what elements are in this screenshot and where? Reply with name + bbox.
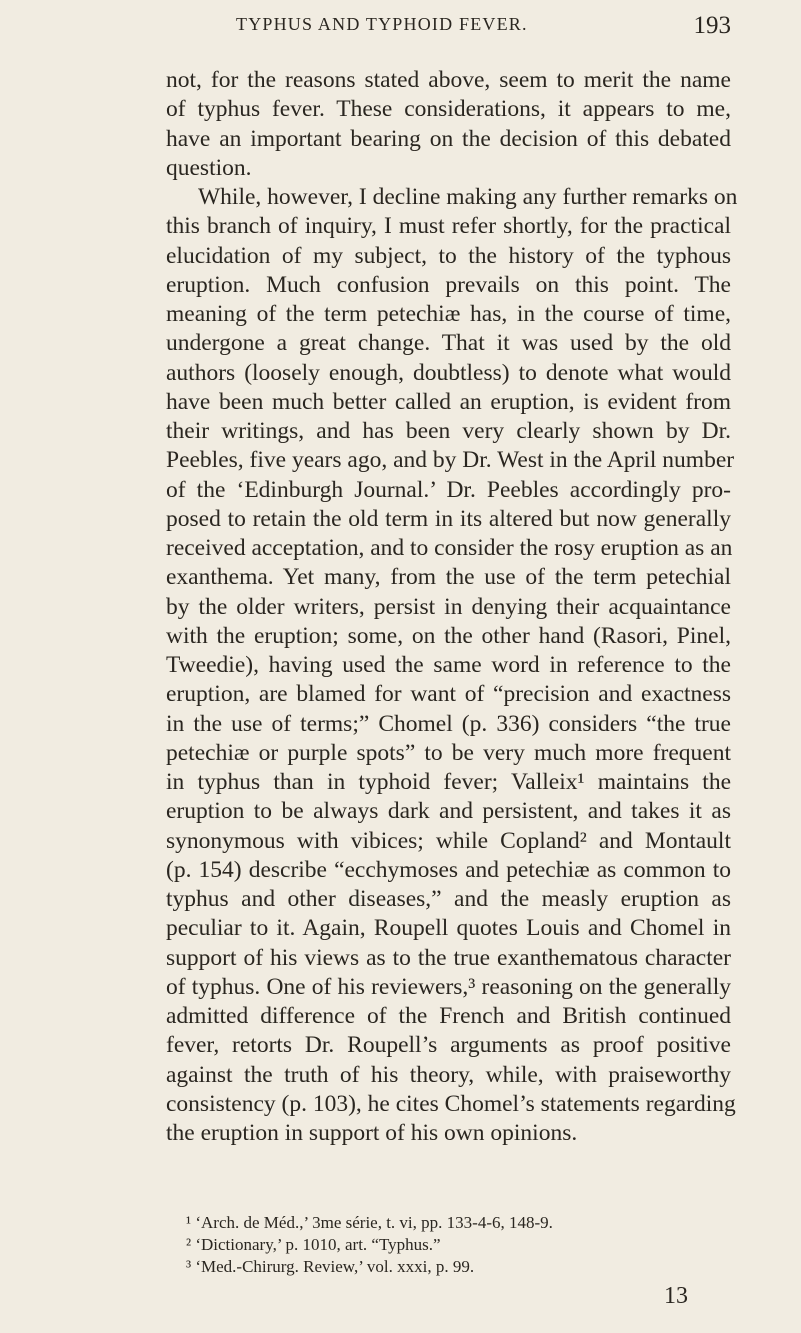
text-line: their writings, and has been very clearly shown by Dr.: [166, 418, 731, 444]
text-line: of typhus. One of his reviewers,³ reasoning on the generally: [166, 973, 731, 1000]
text-line: admitted difference of the French and British continued: [166, 1003, 731, 1029]
text-line: typhus and other diseases,” and the measly eruption as: [166, 886, 731, 912]
text-line: meaning of the term petechiæ has, in the course of time,: [166, 301, 731, 327]
text-line: Tweedie), having used the same word in reference to the: [166, 652, 731, 678]
text-line: petechiæ or purple spots” to be very much more frequent: [166, 739, 731, 766]
text-line: support of his views as to the true exanthematous character: [166, 944, 731, 971]
text-line: Peebles, five years ago, and by Dr. West in the April number: [166, 447, 735, 474]
page-header: [166, 12, 731, 42]
signature-mark: 13: [664, 1283, 688, 1309]
text-line: synonymous with vibices; while Copland² and Montault: [166, 827, 731, 854]
text-line: authors (loosely enough, doubtless) to denote what would: [166, 359, 731, 386]
text-line: consistency (p. 103), he cites Chomel’s statements regarding: [166, 1090, 736, 1117]
text-line: eruption. Much confusion prevails on this point. The: [166, 271, 731, 298]
text-line: the eruption in support of his own opinions.: [166, 1120, 578, 1146]
footnote: ³ ‘Med.-Chirurg. Review,’ vol. xxxi, p. 99.: [186, 1257, 475, 1276]
text-line: eruption, are blamed for want of “precision and exactness: [166, 681, 731, 708]
text-line: question.: [166, 154, 252, 181]
text-line: undergone a great change. That it was used by the old: [166, 330, 731, 357]
text-line: of typhus fever. These considerations, it appears to me,: [166, 96, 731, 123]
text-line: against the truth of his theory, while, with praiseworthy: [166, 1061, 731, 1088]
text-line: received acceptation, and to consider the rosy eruption as an: [166, 535, 733, 561]
text-line: eruption to be always dark and persistent, and takes it as: [166, 798, 731, 825]
text-line: not, for the reasons stated above, seem to merit the name: [166, 67, 731, 93]
text-line: (p. 154) describe “ecchymoses and petechiæ as common to: [166, 856, 731, 883]
text-line: with the eruption; some, on the other hand (Rasori, Pinel,: [166, 622, 731, 649]
text-line: peculiar to it. Again, Roupell quotes Louis and Chomel in: [166, 915, 731, 942]
text-line: elucidation of my subject, to the history of the typhous: [166, 242, 731, 269]
footnotes: [166, 1212, 731, 1278]
text-line: posed to retain the old term in its altered but now generally: [166, 505, 731, 532]
text-line: While, however, I decline making any further remarks on: [198, 184, 738, 210]
text-line: of the ‘Edinburgh Journal.’ Dr. Peebles accordingly pro-: [166, 476, 731, 503]
running-title: TYPHUS AND TYPHOID FEVER.: [236, 14, 528, 34]
footnote: ¹ ‘Arch. de Méd.,’ 3me série, t. vi, pp. 133-4-6, 148-9.: [186, 1213, 553, 1232]
text-line: have an important bearing on the decision of this debated: [166, 125, 731, 152]
text-line: have been much better called an eruption, is evident from: [166, 388, 731, 415]
text-line: by the older writers, persist in denying their acquaintance: [166, 593, 731, 620]
text-line: exanthema. Yet many, from the use of the term petechial: [166, 564, 731, 591]
body-text: [166, 66, 738, 1148]
text-line: in the use of terms;” Chomel (p. 336) considers “the true: [166, 710, 731, 737]
page-number: 193: [693, 12, 731, 39]
footnote: ² ‘Dictionary,’ p. 1010, art. “Typhus.”: [186, 1235, 441, 1254]
text-line: this branch of inquiry, I must refer shortly, for the practical: [166, 213, 731, 240]
text-line: in typhus than in typhoid fever; Valleix¹ maintains the: [166, 769, 731, 795]
text-line: fever, retorts Dr. Roupell’s arguments as proof positive: [166, 1032, 731, 1059]
